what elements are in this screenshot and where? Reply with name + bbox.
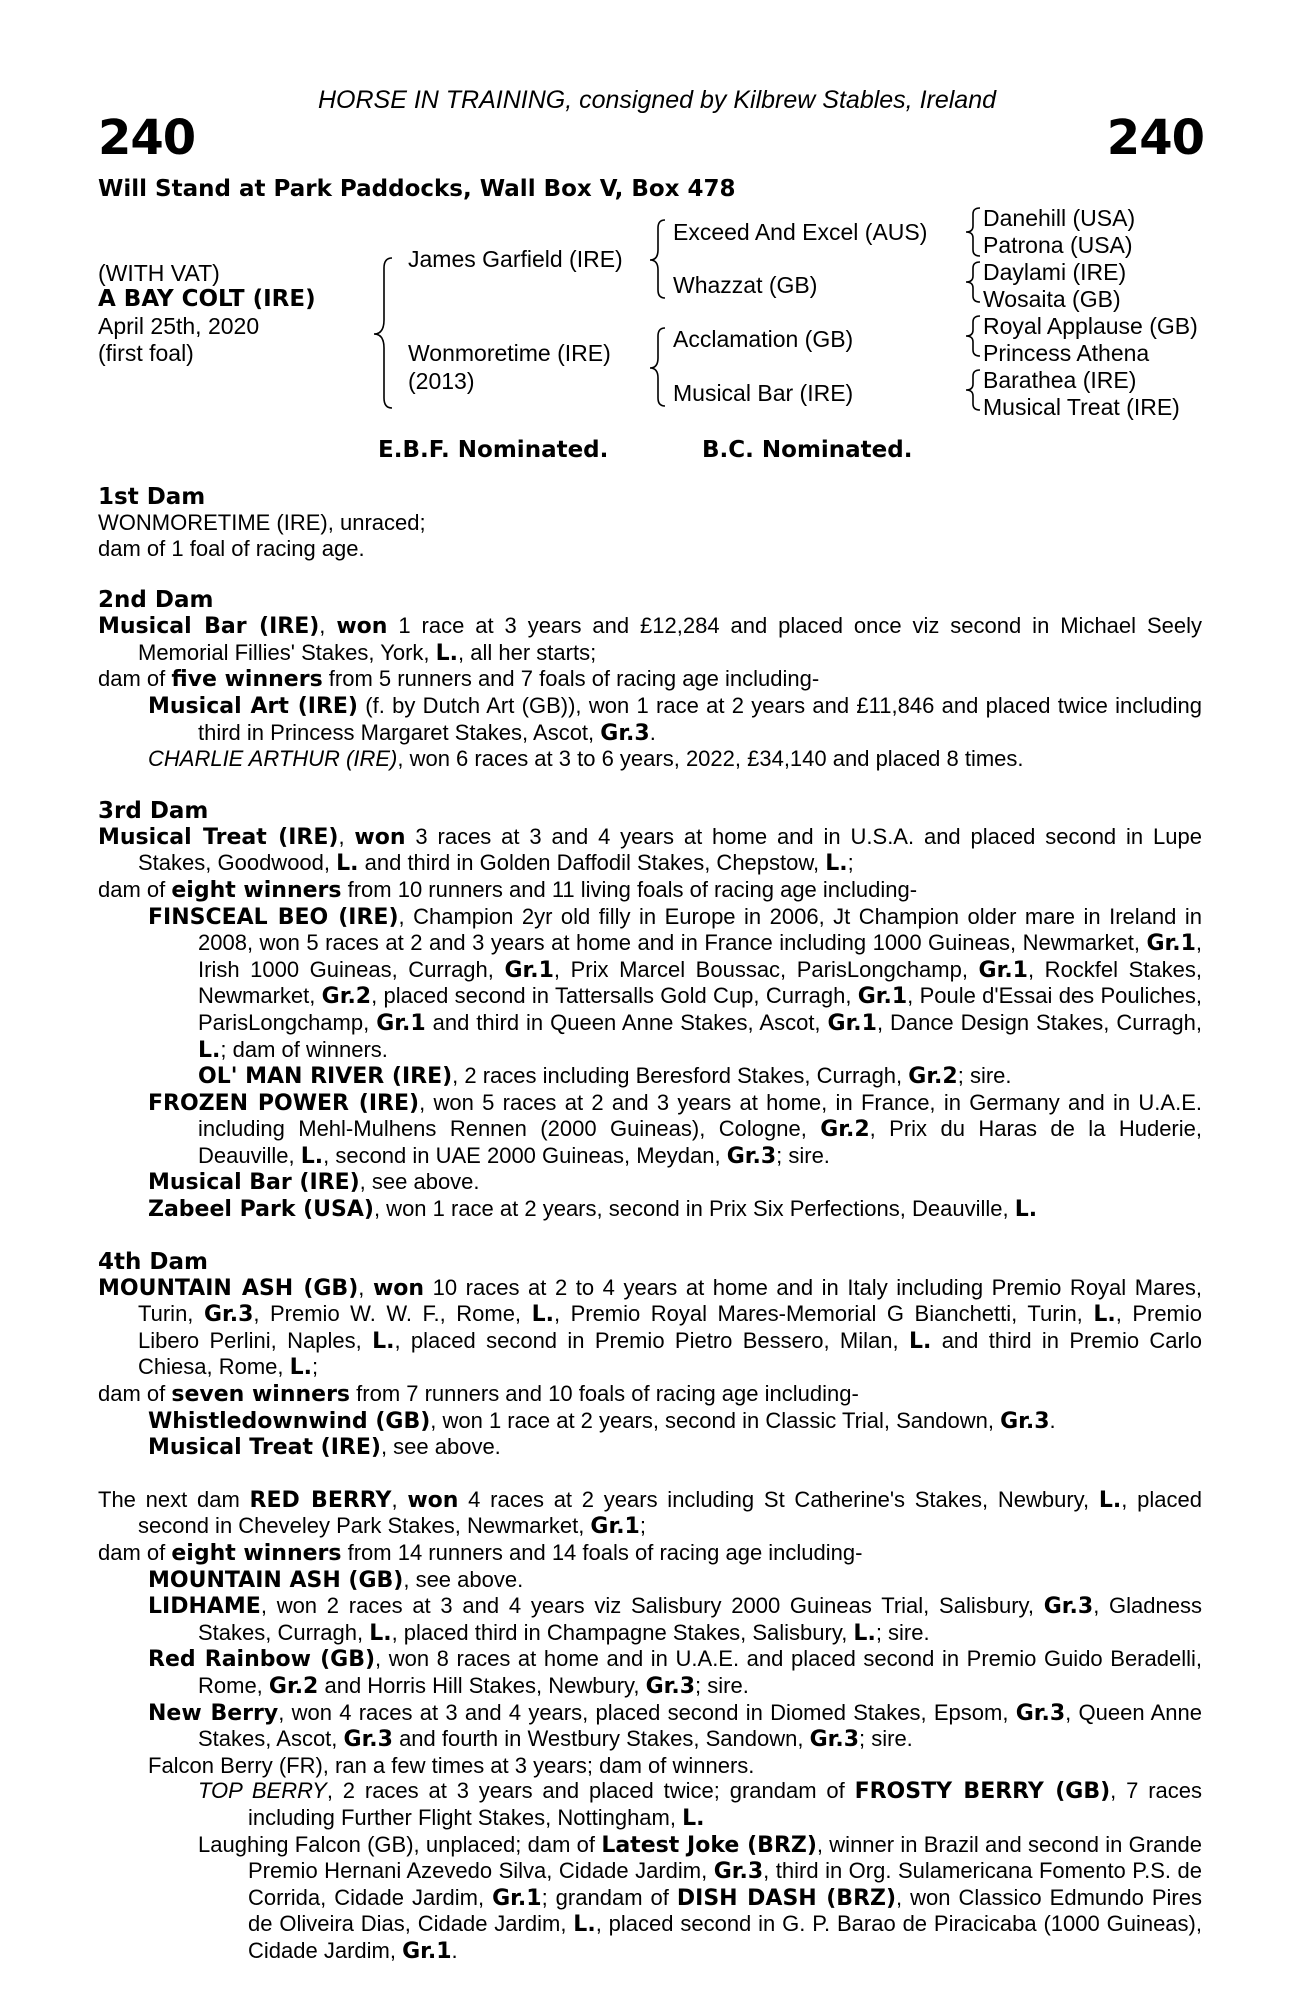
pedigree-ssd: Patrona (USA) <box>983 232 1133 258</box>
record-paragraph <box>98 666 1202 693</box>
bold-text: Gr.3 <box>600 720 650 746</box>
bold-text: L. <box>300 1143 324 1169</box>
text-run: and fourth in Westbury Stakes, Sandown, <box>392 1726 810 1752</box>
bold-text: Musical Treat (IRE) <box>98 824 339 850</box>
record-paragraph <box>98 1063 1202 1090</box>
record-paragraph <box>98 1487 1202 1540</box>
bold-text: L. <box>1014 1197 1038 1223</box>
text-run: , see above. <box>403 1566 524 1592</box>
section-title: 4th Dam <box>98 1248 208 1275</box>
text-run: , Gladness Stakes, Curragh, <box>198 1593 1202 1645</box>
text-run: , Premio Royal Mares-Memorial G Bianchetti, Turin, <box>553 1301 1094 1327</box>
text-run: , 2 races including Beresford Stakes, Curragh, <box>452 1063 909 1089</box>
brace-sd <box>966 262 980 302</box>
text-run: , <box>391 1486 408 1512</box>
record-paragraph <box>98 1753 1202 1779</box>
pedigree-sire-sire: Exceed And Excel (AUS) <box>673 219 928 245</box>
text-run: ; grandam of <box>541 1884 677 1910</box>
text-run: , won 8 races at home and in U.A.E. and placed second in Premio Guido Beradelli, Rome, <box>198 1646 1202 1698</box>
consignor-line: HORSE IN TRAINING, consigned by Kilbrew Stables, Ireland <box>317 86 997 114</box>
text-run: and third in Golden Daffodil Stakes, Chepstow, <box>358 850 826 876</box>
record-paragraph <box>98 1700 1202 1753</box>
record-paragraph <box>98 1778 1202 1831</box>
text-run: , won 4 races at 3 and 4 years, placed second in Diomed Stakes, Epsom, <box>278 1699 1016 1725</box>
bold-text: Gr.2 <box>268 1673 319 1699</box>
bold-text: seven winners <box>171 1382 351 1408</box>
record-paragraph <box>98 510 1202 536</box>
vat-note: (WITH VAT) <box>98 260 220 286</box>
brace-ds <box>966 316 980 356</box>
bold-text: L. <box>908 1328 932 1354</box>
bold-text: L. <box>435 640 459 666</box>
bold-text: won <box>336 614 388 640</box>
bold-text: Gr.3 <box>645 1673 696 1699</box>
bold-text: Latest Joke (BRZ) <box>601 1832 817 1858</box>
bold-text: Gr.1 <box>492 1885 542 1911</box>
bold-text: Gr.3 <box>809 1727 859 1753</box>
stand-location: Will Stand at Park Paddocks, Wall Box V, Box 478 <box>98 176 736 202</box>
bold-text: LIDHAME <box>148 1594 261 1620</box>
text-run: , Champion 2yr old filly in Europe in 2006, Jt Champion older mare in Ireland in 2008, won 5 races at 2 and 3 years at home and in France including 1000 Guineas, Newmarket, <box>198 903 1202 956</box>
italic-text: CHARLIE ARTHUR (IRE) <box>148 746 398 772</box>
bold-text: MOUNTAIN ASH (GB) <box>98 1275 359 1301</box>
bold-text: L. <box>531 1302 554 1328</box>
text-run: WONMORETIME (IRE), unraced; <box>98 510 426 535</box>
bold-text: L. <box>825 851 848 877</box>
bold-text: Gr.1 <box>590 1514 640 1540</box>
bold-text: Gr.2 <box>321 984 372 1010</box>
bold-text: DISH DASH (BRZ) <box>676 1885 897 1911</box>
text-run: ; sire. <box>875 1619 930 1645</box>
bold-text: Gr.2 <box>908 1064 958 1090</box>
text-run: dam of 1 foal of racing age. <box>98 535 365 561</box>
text-run: ; <box>312 1354 319 1380</box>
bold-text: eight winners <box>171 877 342 903</box>
text-run: and Horris Hill Stakes, Newbury, <box>318 1672 646 1698</box>
horse-dob: April 25th, 2020 <box>98 313 260 339</box>
bold-text: eight winners <box>171 1541 342 1566</box>
text-run: , won 6 races at 3 to 6 years, 2022, £34,140 and placed 8 times. <box>397 746 1024 772</box>
produce-record <box>98 484 1202 1965</box>
bold-text: MOUNTAIN ASH (GB) <box>148 1567 404 1593</box>
text-run: . <box>649 719 656 745</box>
text-run: from 10 runners and 11 living foals of racing age including- <box>341 876 918 902</box>
bold-text: RED BERRY <box>249 1487 392 1513</box>
text-run: Falcon Berry (FR), ran a few times at 3 years; dam of winners. <box>148 1752 755 1778</box>
text-run: , see above. <box>380 1434 501 1460</box>
record-paragraph <box>98 1593 1202 1646</box>
text-run: 1 race at 3 years and £12,284 and placed once viz second in Michael Seely Memorial Fillies' Stakes, York, <box>138 613 1202 665</box>
bold-text: L. <box>1098 1487 1122 1513</box>
bold-text: Gr.1 <box>504 957 554 983</box>
ebf-nomination: E.B.F. Nominated. <box>378 437 609 463</box>
bold-text: Musical Bar (IRE) <box>98 614 320 640</box>
bold-text: Gr.2 <box>820 1117 870 1143</box>
bold-text: Gr.1 <box>402 1938 452 1964</box>
text-run: , placed second in G. P. Barao de Piracicaba (1000 Guineas), Cidade Jardim, <box>248 1911 1202 1963</box>
bold-text: Musical Treat (IRE) <box>148 1435 381 1461</box>
text-run: ; sire. <box>695 1672 749 1698</box>
bold-text: OL' MAN RIVER (IRE) <box>198 1064 453 1090</box>
record-paragraph <box>98 1169 1202 1196</box>
bold-text: L. <box>369 1620 392 1646</box>
bold-text: FROZEN POWER (IRE) <box>148 1090 420 1116</box>
text-run: dam of <box>98 1381 172 1407</box>
horse-name: A BAY COLT (IRE) <box>98 286 316 312</box>
section-title: 3rd Dam <box>98 797 209 824</box>
pedigree-dds: Barathea (IRE) <box>983 367 1137 393</box>
text-run: and third in Premio Carlo Chiesa, Rome, <box>138 1327 1202 1380</box>
bold-text: Musical Art (IRE) <box>148 693 358 719</box>
text-run: , Rockfel Stakes, Newmarket, <box>198 956 1202 1009</box>
text-run: . <box>451 1937 458 1963</box>
text-run: dam of <box>98 666 172 692</box>
text-run: , 2 races at 3 years and placed twice; grandam of <box>326 1778 855 1804</box>
record-paragraph <box>98 1832 1202 1965</box>
brace-ss <box>966 208 980 256</box>
text-run: , placed second in Premio Pietro Bessero, Milan, <box>394 1327 909 1353</box>
bold-text: L. <box>372 1328 395 1354</box>
text-run: 4 races at 2 years including St Catherine's Stakes, Newbury, <box>458 1486 1099 1512</box>
text-run: , 7 races including Further Flight Stakes, Nottingham, <box>248 1778 1202 1830</box>
text-run: ; <box>639 1513 646 1539</box>
record-paragraph <box>98 1408 1202 1435</box>
text-run: 10 races at 2 to 4 years at home and in Italy including Premio Royal Mares, Turin, <box>138 1274 1202 1327</box>
bold-text: L. <box>289 1355 313 1381</box>
text-run: and third in Queen Anne Stakes, Ascot, <box>425 1009 828 1035</box>
text-run: 3 races at 3 and 4 years at home and in U.S.A. and placed second in Lupe Stakes, Goodwood, <box>138 823 1202 876</box>
pedigree-sdd: Wosaita (GB) <box>983 286 1121 312</box>
bold-text: Gr.3 <box>343 1727 393 1753</box>
text-run: , <box>338 823 355 849</box>
text-run: ; sire. <box>776 1142 830 1168</box>
brace-dam <box>650 328 665 406</box>
text-run: , second in UAE 2000 Guineas, Meydan, <box>323 1142 727 1168</box>
text-run: , placed third in Champagne Stakes, Salisbury, <box>391 1619 854 1645</box>
brace-main <box>374 258 392 408</box>
pedigree-dam-name: Wonmoretime (IRE) <box>408 340 611 366</box>
bold-text: L. <box>682 1805 705 1831</box>
bold-text: Gr.1 <box>978 957 1028 983</box>
text-run: , Queen Anne Stakes, Ascot, <box>198 1699 1203 1752</box>
record-paragraph <box>98 613 1202 666</box>
bold-text: Zabeel Park (USA) <box>148 1197 374 1223</box>
bold-text: Gr.1 <box>1146 931 1196 957</box>
horse-foal-note: (first foal) <box>98 340 194 366</box>
text-run: , see above. <box>359 1169 480 1195</box>
bold-text: Whistledownwind (GB) <box>148 1408 431 1434</box>
bold-text: Gr.3 <box>203 1302 254 1328</box>
bold-text: Gr.3 <box>1043 1594 1094 1620</box>
text-run: , placed second in Cheveley Park Stakes, Newmarket, <box>138 1486 1202 1539</box>
bold-text: five winners <box>171 667 323 693</box>
pedigree-dam-dam: Musical Bar (IRE) <box>673 380 854 406</box>
pedigree-sss: Danehill (USA) <box>983 205 1136 231</box>
pedigree-sire-dam: Whazzat (GB) <box>673 272 818 298</box>
record-paragraph <box>98 1196 1202 1223</box>
record-paragraph <box>98 877 1202 904</box>
text-run: ; <box>847 850 854 876</box>
text-run: The next dam <box>98 1486 250 1512</box>
brace-sire <box>650 220 665 298</box>
text-run: , winner in Brazil and second in Grande Premio Hernani Azevedo Silva, Cidade Jardim, <box>248 1831 1203 1884</box>
pedigree-dam-sire: Acclamation (GB) <box>673 326 854 352</box>
brace-dd <box>966 370 980 410</box>
bold-text: Gr.1 <box>827 1010 877 1036</box>
pedigree-sire: James Garfield (IRE) <box>408 246 623 272</box>
text-run: , <box>319 613 337 639</box>
text-run: from 5 runners and 7 foals of racing age including- <box>322 666 820 692</box>
bold-text: won <box>407 1487 459 1513</box>
record-paragraph <box>98 1567 1202 1594</box>
text-run: , placed second in Tattersalls Gold Cup, Curragh, <box>371 983 858 1009</box>
bold-text: Gr.1 <box>376 1010 426 1036</box>
text-run: , won 1 race at 2 years, second in Classic Trial, Sandown, <box>430 1407 1001 1433</box>
text-run: ; dam of winners. <box>220 1036 388 1062</box>
text-run: dam of <box>98 876 172 902</box>
bc-nomination: B.C. Nominated. <box>702 437 913 463</box>
text-run: , won 5 races at 2 and 3 years at home, in France, in Germany and in U.A.E. including Mehl-Mulhens Rennen (2000 Guineas), Cologne, <box>198 1089 1202 1142</box>
dam-section <box>98 587 1202 772</box>
bold-text: Red Rainbow (GB) <box>148 1647 376 1673</box>
text-run: , won 1 race at 2 years, second in Prix Six Perfections, Deauville, <box>373 1196 1015 1222</box>
record-paragraph <box>98 824 1202 877</box>
pedigree-dam-year: (2013) <box>408 368 475 394</box>
text-run: , all her starts; <box>458 639 597 665</box>
lot-number-left: 240 <box>98 110 196 166</box>
dam-section <box>98 1487 1202 1965</box>
pedigree-dss: Royal Applause (GB) <box>983 313 1198 339</box>
text-run: , won Classico Edmundo Pires de Oliveira Dias, Cidade Jardim, <box>248 1884 1202 1937</box>
text-run: ; sire. <box>859 1726 913 1752</box>
text-run: . <box>1049 1407 1056 1433</box>
text-run: , Premio W. W. F., Rome, <box>253 1301 532 1327</box>
record-paragraph <box>98 1434 1202 1461</box>
bold-text: Gr.3 <box>726 1143 777 1169</box>
text-run: dam of <box>98 1540 172 1565</box>
bold-text: won <box>354 824 406 850</box>
dam-section <box>98 798 1202 1223</box>
text-run: , Dance Design Stakes, Curragh, <box>876 1009 1202 1035</box>
bold-text: Gr.1 <box>857 984 908 1010</box>
bold-text: Musical Bar (IRE) <box>148 1170 360 1196</box>
text-run: , Prix du Haras de la Huderie, Deauville, <box>198 1116 1202 1168</box>
bold-text: L. <box>336 851 359 877</box>
section-title: 1st Dam <box>98 484 206 510</box>
text-run: , won 2 races at 3 and 4 years viz Salisbury 2000 Guineas Trial, Salisbury, <box>260 1593 1044 1619</box>
dam-section <box>98 1249 1202 1461</box>
text-run: ; sire. <box>957 1063 1012 1089</box>
dam-section <box>98 484 1202 561</box>
record-paragraph <box>98 1646 1202 1699</box>
pedigree-ddd: Musical Treat (IRE) <box>983 394 1180 420</box>
pedigree-dsd: Princess Athena <box>983 340 1150 366</box>
bold-text: L. <box>198 1037 221 1063</box>
text-run: , Prix Marcel Boussac, ParisLongchamp, <box>553 956 979 982</box>
text-run: , Premio Libero Perlini, Naples, <box>138 1301 1203 1353</box>
bold-text: Gr.3 <box>1015 1700 1066 1726</box>
italic-text: TOP BERRY <box>198 1778 327 1804</box>
record-paragraph <box>98 746 1202 772</box>
text-run: , Poule d'Essai des Pouliches, ParisLongchamp, <box>198 983 1202 1035</box>
bold-text: L. <box>1093 1302 1116 1328</box>
bold-text: Gr.3 <box>713 1859 764 1885</box>
bold-text: FINSCEAL BEO (IRE) <box>148 904 399 930</box>
text-run: , Irish 1000 Guineas, Curragh, <box>198 930 1202 982</box>
section-title: 2nd Dam <box>98 587 214 614</box>
pedigree-sds: Daylami (IRE) <box>983 259 1127 285</box>
bold-text: FROSTY BERRY (GB) <box>854 1779 1111 1805</box>
record-paragraph <box>98 1275 1202 1381</box>
bold-text: New Berry <box>148 1700 279 1726</box>
record-paragraph <box>98 536 1202 562</box>
text-run: Laughing Falcon (GB), unplaced; dam of <box>198 1831 602 1857</box>
bold-text: Gr.3 <box>1000 1408 1050 1434</box>
record-paragraph <box>98 693 1202 746</box>
bold-text: won <box>372 1275 425 1301</box>
bold-text: L. <box>573 1912 596 1938</box>
bold-text: L. <box>853 1620 876 1646</box>
text-run: from 7 runners and 10 foals of racing age including- <box>350 1381 859 1407</box>
text-run: from 14 runners and 14 foals of racing age including- <box>341 1540 863 1565</box>
lot-number-right: 240 <box>1106 110 1204 166</box>
record-paragraph <box>98 904 1202 1064</box>
record-paragraph <box>98 1090 1202 1170</box>
record-paragraph <box>98 1540 1202 1567</box>
text-run: , <box>358 1274 373 1300</box>
record-paragraph <box>98 1381 1202 1408</box>
text-run: , third in Org. Sulamericana Fomento P.S. de Corrida, Cidade Jardim, <box>248 1858 1202 1910</box>
text-run: (f. by Dutch Art (GB)), won 1 race at 2 years and £11,846 and placed twice including third in Princess Margaret Stakes, Ascot, <box>198 692 1203 745</box>
